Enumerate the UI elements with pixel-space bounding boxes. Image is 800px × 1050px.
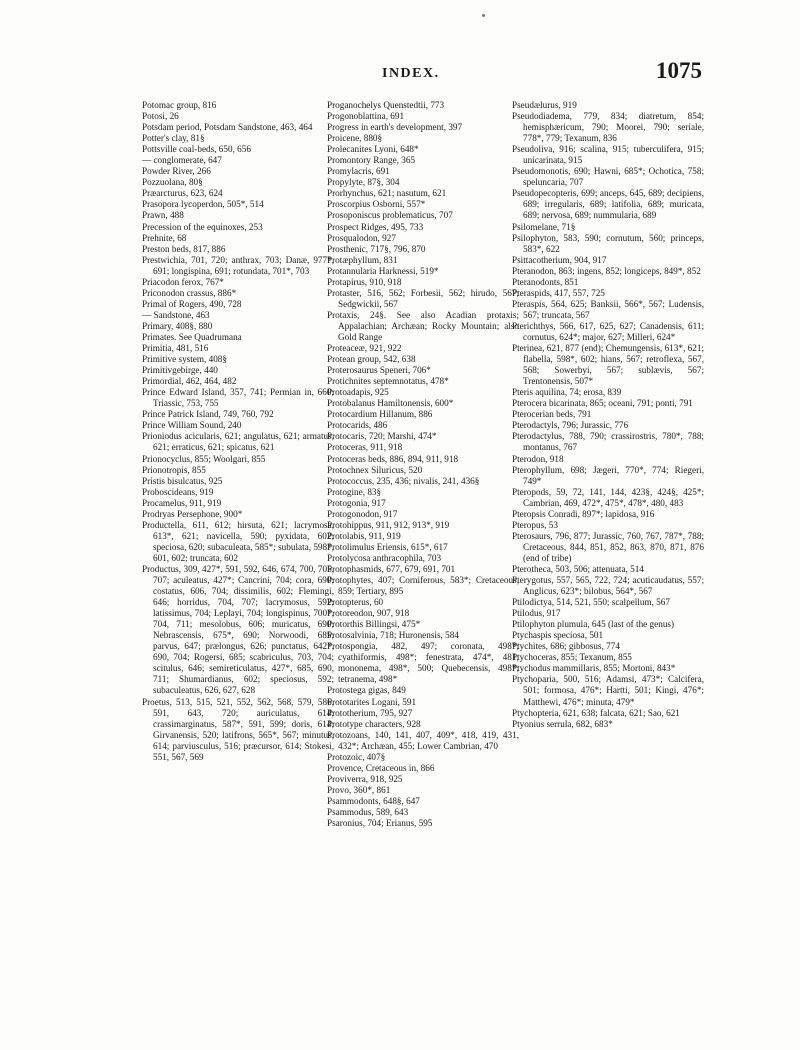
index-entry: Ptychaspis speciosa, 501 (512, 630, 604, 641)
index-entry: Prosoponiscus problematicus, 707 (327, 210, 453, 221)
index-entry: Proicene, 880§ (327, 133, 383, 144)
index-entry: — conglomerate, 647 (142, 155, 222, 166)
index-entry: Prototype characters, 928 (327, 718, 421, 729)
index-entry: Prospect Ridges, 495, 733 (327, 221, 424, 232)
index-entry: Pterichthys, 566, 617, 625, 627; Canadensis, 611; cornutus, 624*; major, 627; Milleri, 624* (512, 320, 704, 342)
index-entry: Prodryas Persephone, 900* (142, 508, 243, 519)
index-entry: Prionocyclus, 855; Woolgari, 855 (142, 453, 266, 464)
index-entry: Protobalanus Hamiltonensis, 600* (327, 398, 454, 409)
index-entry: Ptychites, 686; gibbosus, 774 (512, 641, 620, 652)
page-number: 1075 (656, 58, 702, 83)
index-entry: Pseudopecopteris, 699; anceps, 645, 689; decipiens, 689; irregularis, 689; latifolia, 689; muricata, 689; nervosa, 689; nummularia, 689 (512, 188, 704, 221)
index-entry: Progress in earth's development, 397 (327, 122, 463, 133)
index-entry: Pteranodon, 863; ingens, 852; longiceps, 849*, 852 (512, 265, 701, 276)
index-entry: Protogonodon, 917 (327, 508, 398, 519)
index-entry: Protoceras beds, 886, 894, 911, 918 (327, 453, 459, 464)
index-entry: Pristis bisulcatus, 925 (142, 475, 223, 486)
index-entry: Proscorpius Osborni, 557* (327, 199, 426, 210)
index-entry: Ptilodictya, 514, 521, 550; scalpellum, 567 (512, 597, 670, 608)
index-entry: Prawn, 488 (142, 210, 184, 221)
index-entry: Pterotheca, 503, 506; attenuata, 514 (512, 563, 644, 574)
index-entry: Pterocerian beds, 791 (512, 409, 592, 420)
index-entry: Pterodon, 918 (512, 453, 564, 464)
index-entry: Potsdam period, Potsdam Sandstone, 463, 464 (142, 122, 313, 133)
index-entry: Psilophyton, 583, 590; cornutum, 560; princeps, 583*, 622 (512, 232, 704, 254)
index-entry: Powder River, 266 (142, 166, 211, 177)
index-entry: Protopterus, 60 (327, 597, 384, 608)
index-entry: Protean group, 542, 638 (327, 354, 416, 365)
index-entry: Proteaceæ, 921, 922 (327, 343, 402, 354)
index-entry: Psammodonts, 648§, 647 (327, 795, 420, 806)
page-speck (482, 14, 485, 17)
index-entry: Prioniodus acicularis, 621; angulatus, 621; armatus, 621; erraticus, 621; spicatus, 621 (142, 431, 334, 453)
index-entry: Pteropods, 59, 72, 141, 144, 423§, 424§, 425*; Cambrian, 469, 472*, 475*, 478*, 480, 483 (512, 486, 704, 508)
index-entry: Ptilodus, 917 (512, 608, 561, 619)
index-entry: Protolimulus Eriensis, 615*, 617 (327, 541, 448, 552)
index-entry: Primordial, 462, 464, 482 (142, 376, 237, 387)
index-entry: Protohippus, 911, 912, 913*, 919 (327, 519, 450, 530)
index-entry: Prototarites Logani, 591 (327, 696, 417, 707)
running-head: INDEX. (382, 66, 440, 81)
index-entry: Ptyonius serrula, 682, 683* (512, 718, 613, 729)
index-entry: Primitive system, 408§ (142, 354, 227, 365)
index-entry: Protosalvinia, 718; Huronensis, 584 (327, 630, 459, 641)
index-entry: Protophytes, 407; Corniferous, 583*; Cretaceous, 859; Tertiary, 895 (327, 575, 519, 597)
index-entry: Primitia, 481, 516 (142, 343, 209, 354)
index-entry: Precession of the equinoxes, 253 (142, 221, 263, 232)
index-entry: Protocardium Hillanum, 886 (327, 409, 433, 420)
index-entry: Potter's clay, 81§ (142, 133, 205, 144)
index-entry: Protannularia Harknessi, 519* (327, 265, 439, 276)
index-entry: Pseudomonotis, 690; Hawni, 685*; Ochotica, 758; speluncaria, 707 (512, 166, 704, 188)
index-entry: Protolycosa anthracophila, 703 (327, 552, 442, 563)
index-entry: Pteraspis, 564, 625; Banksii, 566*, 567; Ludensis, 567; truncata, 567 (512, 298, 704, 320)
index-entry: Pteranodonts, 851 (512, 276, 579, 287)
index-entry: Pterodactylus, 788, 790; crassirostris, 780*, 788; montanus, 767 (512, 431, 704, 453)
index-entry: Præarcturus, 623, 624 (142, 188, 223, 199)
index-entry: Pteris aquilina, 74; erosa, 839 (512, 387, 622, 398)
index-entry: Protocaris, 720; Marshi, 474* (327, 431, 437, 442)
index-entry: Provence, Cretaceous in, 866 (327, 762, 435, 773)
index-entry: Prolecanites Lyoni, 648* (327, 144, 419, 155)
index-entry: Psammodus, 589, 643 (327, 807, 409, 817)
index-entry: Proganochelys Quenstedtii, 773 (327, 100, 445, 110)
index-entry: Proterosaurus Speneri, 706* (327, 365, 431, 376)
index-entry: Primary, 408§, 880 (142, 320, 213, 331)
index-entry: Protæphyllum, 831 (327, 254, 398, 265)
index-entry: Protogine, 83§ (327, 486, 382, 497)
index-entry: Prorhynchus, 621; nasutum, 621 (327, 188, 447, 199)
index-entry: Procamelus, 911, 919 (142, 497, 222, 508)
index-entry: Protozoic, 407§ (327, 751, 386, 762)
index-entry: Primal of Rogers, 490, 728 (142, 298, 242, 309)
index-entry: Protostega gigas, 849 (327, 685, 406, 696)
index-entry: Proetus, 513, 515, 521, 552, 562, 568, 579, 586, 591, 643, 720; auriculatus, 614; crassimarginatus, 587*, 591, 599; doris, 614; Girvanensis, 520; latifrons, 565*, 567; minutus, 614; parviusculus, 516; præcursor, 614; Stokesi, 551, 567, 569 (142, 696, 334, 762)
index-entry: Ptychodus mammillaris, 855; Mortoni, 843* (512, 663, 676, 674)
index-entry: Prince William Sound, 240 (142, 420, 242, 431)
index-entry: Pteropsis Conradi, 897*; lapidosa, 916 (512, 508, 655, 519)
index-entry: Protaster, 516, 562; Forbesii, 562; hirudo, 567; Sedgwickii, 567 (327, 287, 519, 309)
index-entry: Ptychoparia, 500, 516; Adamsi, 473*; Calcifera, 501; formosa, 476*; Hartti, 501; Kingi, 476*; Matthewi, 476*; minuta, 479* (512, 674, 704, 707)
index-entry: Protaxis, 24§. See also Acadian protaxis; Appalachian; Archæan; Rocky Mountain; also Gold Range (327, 309, 519, 342)
index-entry: Ptychopteria, 621, 638; falcata, 621; Sao, 621 (512, 707, 680, 718)
index-entry: Prionotropis, 855 (142, 464, 206, 475)
index-entry: Pozzuolana, 80§ (142, 177, 203, 188)
index-entry: Progonoblattina, 691 (327, 111, 405, 122)
index-column-3 (512, 100, 704, 730)
index-entry: — Sandstone, 463 (142, 309, 210, 320)
index-entry: Pseudodiadema, 779, 834; diatretum, 854; hemisphæricum, 790; Moorei, 790; seriale, 778*, 779; Texanum, 836 (512, 111, 704, 144)
index-entry: Protozoans, 140, 141, 407, 409*, 418, 419, 431, 432*; Archæan, 455; Lower Cambrian, 470 (327, 729, 519, 751)
index-entry: Pteropus, 53 (512, 519, 558, 530)
index-entry: Pteraspids, 417, 557, 725 (512, 287, 605, 298)
index-entry: Protorthis Billingsi, 475* (327, 619, 421, 630)
index-entry: Protogonia, 917 (327, 497, 386, 508)
index-entry: Prehnite, 68 (142, 232, 187, 243)
index-entry: Provo, 360*, 861 (327, 784, 391, 795)
index-entry: Pseudoliva, 916; scalina, 915; tuberculifera, 915; unicarinata, 915 (512, 144, 704, 166)
index-entry: Prosqualodon, 927 (327, 232, 396, 243)
index-entry: Protoreodon, 907, 918 (327, 608, 410, 619)
index-entry: Prototherium, 795, 927 (327, 707, 413, 718)
index-entry: Protocarids, 486 (327, 420, 388, 431)
index-entry: Pterosaurs, 796, 877; Jurassic, 760, 767, 787*, 788; Cretaceous, 844, 851, 852, 863, 870, 871, 876 (end of tribe) (512, 530, 704, 563)
index-entry: Ptilophyton plumula, 645 (last of the genus) (512, 619, 675, 630)
index-entry: Protophasmids, 677, 679, 691, 701 (327, 563, 456, 574)
index-entry: Promontory Range, 365 (327, 155, 416, 166)
index-entry: Productus, 309, 427*, 591, 592, 646, 674, 700, 705, 707; aculeatus, 427*; Cancrini, 704; cora, 690; costatus, 606, 704; dissimilis, 602; Flemingi, 646; horridus, 704, 707; lacrymosus, 592; latissimus, 704; Leplayi, 704; longispinus, 700*, 704, 711; mesolobus, 606; muricatus, 690; Nebrascensis, 675*, 690; Norwoodi, 685; parvus, 647; prælongus, 626; punctatus, 642*, 690, 704; Rogersi, 685; scabriculus, 703, 704; scitulus, 646; semireticulatus, 427*, 685, 690, 711; Shumardianus, 602; speciosus, 592; subaculeatus, 626, 627, 628 (142, 563, 334, 696)
index-entry: Prince Edward Island, 357, 741; Permian in, 660; Triassic, 753, 755 (142, 387, 334, 409)
index-entry: Prosthenic, 717§, 796, 870 (327, 243, 426, 254)
index-entry: Productella, 611, 612; hirsuta, 621; lacrymosa, 613*, 621; navicella, 590; pyxidata, 602; speciosa, 620; subaculeata, 585*; subulata, 598*, 601, 602; truncata, 602 (142, 519, 334, 563)
index-entry: Proboscideans, 919 (142, 486, 214, 497)
index-entry: Propylyte, 87§, 304 (327, 177, 400, 188)
page-header (0, 58, 800, 88)
index-entry: Protapirus, 910, 918 (327, 276, 402, 287)
index-entry: Priacodon ferox, 767* (142, 276, 224, 287)
index-entry: Potomac group, 816 (142, 100, 217, 110)
index-entry: Pterophyllum, 698; Jægeri, 770*, 774; Riegeri, 749* (512, 464, 704, 486)
index-entry: Preston beds, 817, 886 (142, 243, 226, 254)
index-entry: Pottsville coal-beds, 650, 656 (142, 144, 251, 155)
index-entry: Pterygotus, 557, 565, 722, 724; acuticaudatus, 557; Anglicus, 623*; bilobus, 564*, 567 (512, 575, 704, 597)
index-entry: Pterodactyls, 796; Jurassic, 776 (512, 420, 629, 431)
index-entry: Psilomelane, 71§ (512, 221, 576, 232)
index-entry: Priconodon crassus, 886* (142, 287, 237, 298)
index-entry: Protolabis, 911, 919 (327, 530, 401, 541)
index-entry: Pseudælurus, 919 (512, 100, 577, 110)
index-entry: Protococcus, 235, 436; nivalis, 241, 436§ (327, 475, 480, 486)
index-entry: Promylacris, 691 (327, 166, 390, 177)
index-entry: Protichnites septemnotatus, 478* (327, 376, 449, 387)
index-entry: Prince Patrick Island, 749, 760, 792 (142, 409, 274, 420)
index-entry: Protoadapis, 925 (327, 387, 389, 398)
index-entry: Psittacotherium, 904, 917 (512, 254, 607, 265)
index-entry: Prestwichia, 701, 720; anthrax, 703; Danæ, 977*, 691; longispina, 691; rotundata, 701*, 703 (142, 254, 334, 276)
index-entry: Proviverra, 918, 925 (327, 773, 403, 784)
index-entry: Psaronius, 704; Erianus, 595 (327, 818, 433, 829)
index-entry: Prasopora lycoperdon, 505*, 514 (142, 199, 264, 210)
index-entry: Primates. See Quadrumana (142, 331, 242, 342)
index-entry: Pterinea, 621, 877 (end); Chemungensis, 613*, 621; flabella, 598*, 602; hians, 567; retroflexa, 567, 568; Sowerbyi, 567; sublævis, 567; Trentonensis, 507* (512, 343, 704, 387)
index-entry: Potosi, 26 (142, 111, 179, 122)
index-entry: Pterocera bicarinata, 865; oceani, 791; ponti, 791 (512, 398, 693, 409)
index-entry: Protospongia, 482, 497; coronata, 498*; cyathiformis, 498*; fenestrata, 474*, 481; mononema, 498*, 500; Quebecensis, 498*; tetranema, 498* (327, 641, 519, 685)
index-entry: Primitivgebirge, 440 (142, 365, 218, 376)
index-column-1 (142, 100, 334, 763)
index-entry: Ptychoceras, 855; Texanum, 855 (512, 652, 632, 663)
index-column-2 (327, 100, 519, 829)
index-entry: Protochnex Siluricus, 520 (327, 464, 423, 475)
index-entry: Protoceras, 911, 918 (327, 442, 403, 453)
